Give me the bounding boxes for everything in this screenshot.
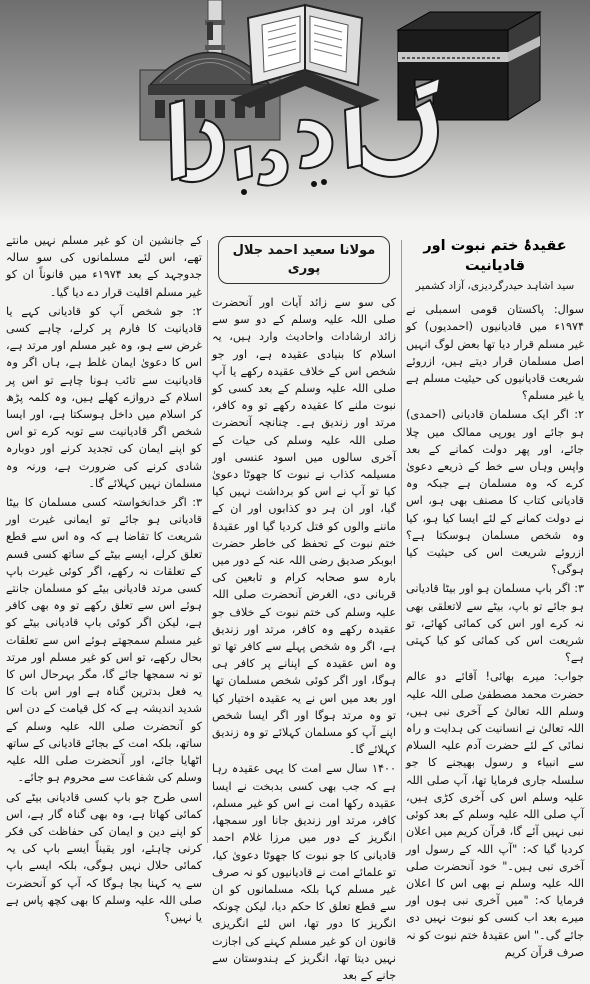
answer-paragraph: ۳: اگر خدانخواستہ کسی مسلمان کا بیٹا قادیانی ہو جائے تو ایمانی غیرت اور شریعت کا تقاضا ہے کہ وہ اس سے قطع تعلق کرلے، ایسے بیٹے کے ساتھ کسی قسم کے تعلقات نہ رکھے، اگر کوئی غیرت باپ کسی مرتد قادیانی بیٹے کو مسلمان جانتے ہوئے اس سے تعلق رکھے تو وہ بھی کافر ہے، لیکن اگر کوئی باپ قادیانی بیٹے کو غیر مسلم سمجھتے ہوئے اس سے تعلقات بحال رکھے، تو اس کو غیر مسلم اور مرتد تو نہ سمجھا جائے گا، مگر بہرحال اس کا یہ فعل بدترین گناہ ہے اور اس بات کا شدید اندیشہ ہے کہ کل قیامت کے دن اس کو آنحضرت صلی اللہ علیہ وسلم کے ساتھ، بلکہ امت کے بجائے قادیانی کے ساتھ اٹھایا جائے، اور آنحضرت صلی اللہ علیہ وسلم کی شفاعت سے محروم ہو جائے۔ bbox=[6, 496, 202, 785]
question-paragraph: ۳: اگر باپ مسلمان ہو اور بیٹا قادیانی ہو جائے تو باپ، بیٹے سے لاتعلقی بھی نہ کرے اور اس کی کمائی کھائے، تو شریعت اس کی کمائی کو کیا کہتی ہے؟ bbox=[406, 582, 584, 665]
question-paragraph: سوال: پاکستان قومی اسمبلی نے ۱۹۷۴ء میں قادیانیوں (احمدیوں) کو غیر مسلم قرار دیا تھا بعض لوگ انہیں اصل مسلمان قرار دیتے ہیں، ازروئے شریعت قادیانیوں کی حیثیت مسلم ہے یا غیر مسلم؟ bbox=[406, 303, 584, 403]
kaaba-illustration bbox=[398, 12, 540, 120]
header-banner bbox=[0, 0, 590, 222]
article-heading: عقیدۂ ختم نبوت اور قادیانیت bbox=[423, 238, 567, 274]
answer-paragraph: ۲: جو شخص آپ کو قادیانی کہے یا قادیانیت کا فارم پر کرلے، چاہے کسی غرض سے ہو، وہ غیر مسلم اور مرتد ہے، اس کا دعویٰ ایمان غلط ہے، ہاں اگر وہ قادیانیت سے تائب ہونا چاہے تو اس پر اسلام کے دروازے کھلے ہیں، وہ کلمہ پڑھ کر اسلام میں داخل ہوسکتا ہے، اور ایسا شخص اگر قادیانیت سے توبہ کرے تو اس کو اپنے ایمان کی تجدید کرنے اور دوبارہ شادی کرنے کی ضرورت ہے، ورنہ وہ مسلمان نہیں کہلائے گا۔ bbox=[6, 304, 202, 490]
answer-paragraph: اسی طرح جو باپ کسی قادیانی بیٹے کی کمائی کھاتا ہے، وہ بھی گناہ گار ہے، اس کو اپنے دین و ایمان کی حفاظت کی فکر کرنی چاہئے، اور یقیناً ایسے باپ کی یہ کمائی حلال نہیں ہوگی، بلکہ ایسے باپ سے یہ کہنا بجا ہوگا کہ آپ کو آنحضرت صلی اللہ علیہ وسلم کا بھی کچھ پاس ہے یا نہیں؟ bbox=[6, 790, 202, 924]
answer-paragraph: کے جانشین ان کو غیر مسلم نہیں مانتے تھے، اس لئے مسلمانوں کی سو سالہ جدوجہد کے بعد ۱۹۷۴ء میں قانوناً ان کو غیر مسلم اقلیت قرار دے دیا گیا۔ bbox=[6, 234, 202, 299]
question-byline: سید اشاہد حیدرگردیزی، آزاد کشمیر bbox=[415, 280, 575, 292]
article-column-left bbox=[6, 232, 202, 924]
header-illustration bbox=[0, 0, 590, 222]
article-column-right bbox=[406, 232, 584, 959]
column-divider bbox=[401, 240, 402, 843]
author-name: مولانا سعید احمد جلال پوری bbox=[218, 236, 390, 284]
answer-paragraph: جواب: میرے بھائی! آقائے دو عالم حضرت محمد مصطفیٰ صلی اللہ علیہ وسلم اللہ تعالیٰ کے آخری نبی ہیں، اللہ تعالیٰ نے انسانیت کی ہدایت و راہ نمائی کے لئے حضرت آدم علیہ السلام سے انبیاء و رسول بھیجنے کا جو سلسلہ جاری فرمایا تھا، آپ صلی اللہ علیہ وسلم اس کی آخری کڑی ہیں، آپ صلی اللہ علیہ وسلم کے بعد کوئی نبی نہیں آئے گا، قرآن کریم میں اعلان کردیا گیا کہ: "آپ اللہ کے رسول اور آخری نبی ہیں۔" خود آنحضرت صلی اللہ علیہ وسلم نے بھی اس کا اعلان فرمایا کہ: "میں آخری نبی ہوں اور میرے بعد اب کسی کو نبوت نہیں دی جائے گی۔" اس عقیدۂ ختم نبوت کو نہ صرف قرآن کریم bbox=[406, 670, 584, 959]
column-divider bbox=[207, 240, 208, 843]
answer-paragraph: کی سو سے زائد آیات اور آنحضرت صلی اللہ علیہ وسلم کے دو سو سے زائد ارشادات واحادیث وارد ہیں، یہ اسلام کا بنیادی عقیدہ ہے، اور جو شخص اس کے خلاف عقیدہ رکھے یا آپ صلی اللہ علیہ وسلم کے بعد کسی کو نبوت ملنے کا عقیدہ رکھے تو وہ کافر، مرتد اور زندیق ہے۔ چنانچہ آنحضرت صلی اللہ علیہ وسلم کی حیات کے آخری سالوں میں اسود عنسی اور مسیلمہ کذاب نے نبوت کا جھوٹا دعویٰ کیا تو آپ نے اس کو برداشت نہیں کیا گیا، اور ان ہر دو کذابوں اور ان کے ماننے والوں کو قتل کردیا گیا اور عقیدۂ ختم نبوت کے تحفظ کی خاطر حضرت ابوبکر صدیق رضی اللہ عنہ کے دور میں بارہ سو صحابہ کرام و تابعین کی قربانی دی، الغرض آنحضرت صلی اللہ علیہ وسلم کی ختم نبوت کے خلاف جو عقیدہ رکھے وہ کافر، مرتد اور زندیق ہے، اگر وہ شخص پہلے سے کافر تھا تو وہ اس عقیدہ کے اپنانے پر کافر ہی ہوگا، اور اگر کوئی شخص مسلمان تھا اور بعد میں اس نے یہ عقیدہ اختیار کیا تو وہ مرتد ہوگا اور اگر ایسا شخص اپنے آپ کو مسلمان کہلائے تو وہ زندیق کہلائے گا۔ bbox=[212, 296, 396, 757]
quran-book-illustration bbox=[230, 5, 380, 108]
answer-paragraph: ۱۴۰۰ سال سے امت کا یہی عقیدہ رہا ہے کہ جب بھی کسی بدبخت نے ایسا عقیدہ رکھا امت نے اس کو غیر مسلم، کافر، مرتد اور زندیق جانا اور سمجھا، انگریز کے دور میں مرزا غلام احمد قادیانی کا جو نبوت کا جھوٹا دعویٰ کیا، تو علمائے امت نے قادیانیوں کو نہ صرف غیر مسلم کہا بلکہ مسلمانوں کو ان سے قطع تعلق کا حکم دیا، لیکن چونکہ انگریز کا دور تھا، اس لئے انگریزی قانون ان کو غیر مسلم کہنے کی اجازت نہیں دیتا تھا، انگریز کے ہندوستان سے جانے کے بعد bbox=[212, 762, 396, 982]
question-paragraph: ۲: اگر ایک مسلمان قادیانی (احمدی) ہو جائے اور یورپی ممالک میں چلا جائے، اور پھر دولت کمانے کے بعد واپس وہاں سے خط کے ذریعے دعویٰ کرے کہ وہ مسلمان ہے جبکہ وہ قادیانی کتاب کا مصنف بھی ہو، اس نے دولت کمانے کے لئے ایسا کیا ہو، کیا وہ شخص مسلمان ہوسکتا ہے؟ ازروئے شریعت اس کی حیثیت کیا ہوگی؟ bbox=[406, 408, 584, 577]
article-column-middle bbox=[212, 232, 396, 982]
